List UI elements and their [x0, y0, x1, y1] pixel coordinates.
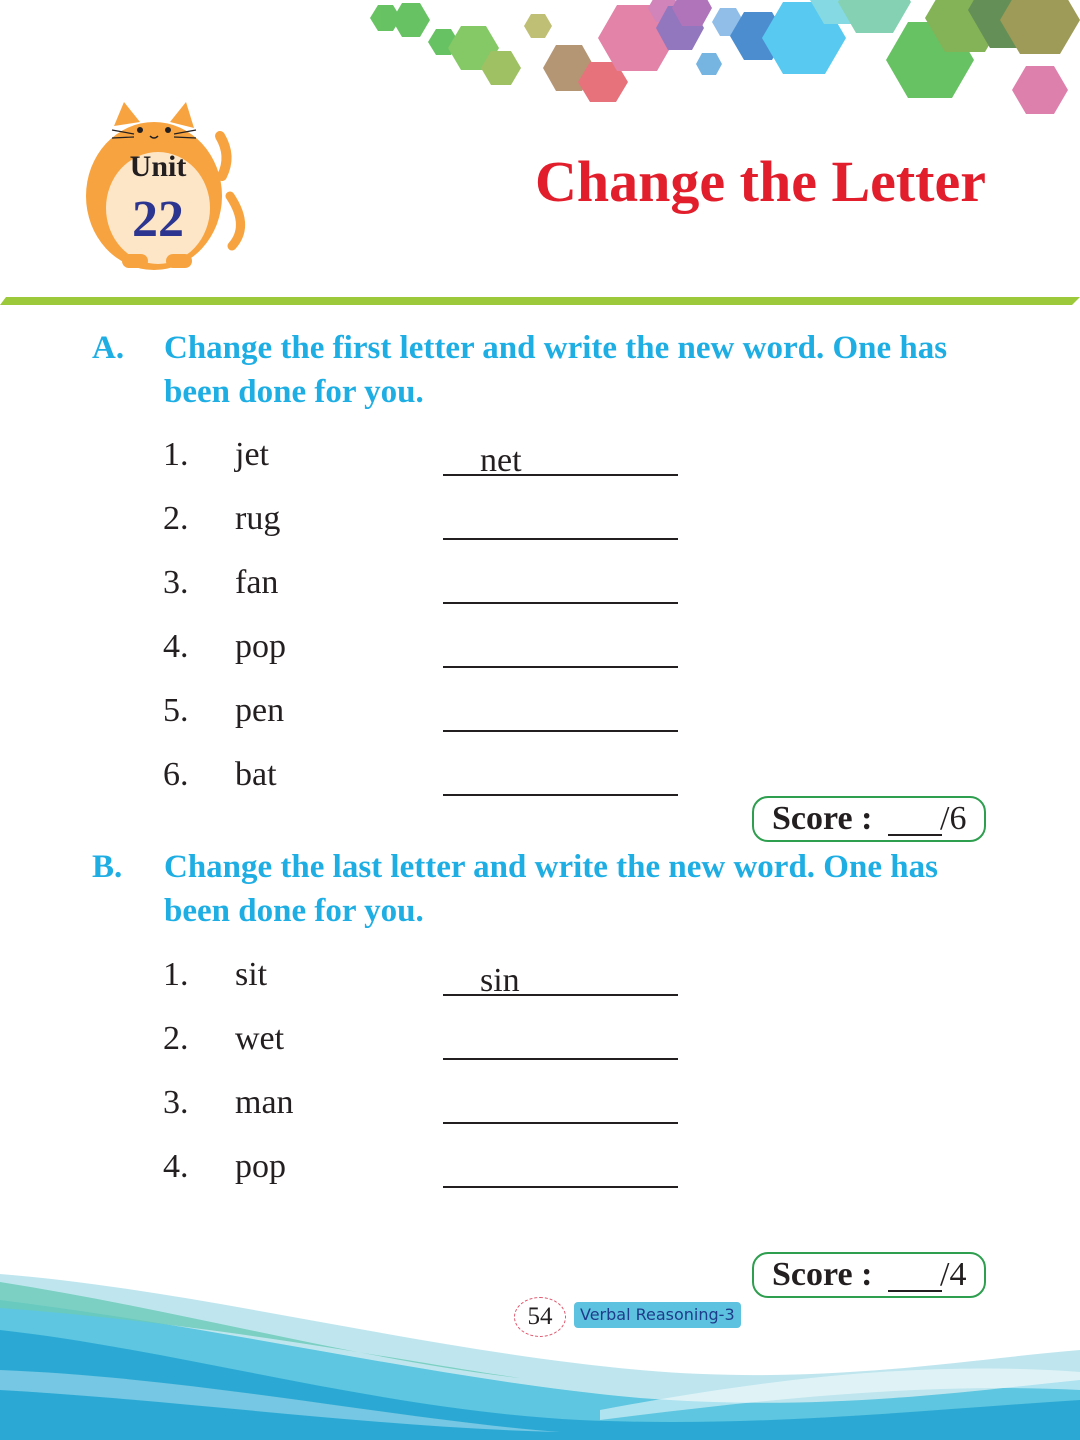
item-word: jet: [235, 436, 269, 473]
unit-number: 22: [132, 191, 184, 248]
item-word: rug: [235, 500, 281, 537]
score-blank[interactable]: [888, 1290, 942, 1292]
item-number: 1.: [163, 436, 189, 473]
answer-blank[interactable]: [443, 794, 678, 796]
item-word: sit: [235, 956, 268, 993]
list-item: [0, 692, 1080, 742]
item-number: 4.: [163, 1148, 189, 1185]
item-number: 4.: [163, 628, 189, 665]
book-name: Verbal Reasoning-3: [574, 1302, 741, 1328]
answer-blank[interactable]: [443, 1058, 678, 1060]
item-word: pop: [235, 628, 286, 665]
answer-blank[interactable]: [443, 538, 678, 540]
answer-blank[interactable]: [443, 1186, 678, 1188]
list-item: [0, 1148, 1080, 1198]
list-item: [0, 436, 1080, 486]
section-a-instruction: Change the first letter and write the new word. One has been done for you.: [164, 330, 948, 410]
answer-text: net: [480, 442, 522, 479]
score-box-a: [752, 796, 986, 842]
answer-blank[interactable]: [443, 1122, 678, 1124]
item-number: 6.: [163, 756, 189, 793]
item-word: bat: [235, 756, 277, 793]
section-b-instruction: Change the last letter and write the new word. One has been done for you.: [164, 849, 938, 929]
list-item: [0, 500, 1080, 550]
score-blank[interactable]: [888, 834, 942, 836]
item-word: pop: [235, 1148, 286, 1185]
item-number: 3.: [163, 1084, 189, 1121]
score-total: /4: [940, 1256, 967, 1293]
item-word: wet: [235, 1020, 285, 1057]
answer-blank[interactable]: [443, 666, 678, 668]
item-word: man: [235, 1084, 294, 1121]
list-item: [0, 628, 1080, 678]
answer-blank[interactable]: [443, 474, 678, 476]
list-item: [0, 1020, 1080, 1070]
section-b-letter: B.: [92, 849, 123, 885]
list-item: [0, 956, 1080, 1006]
page-number: 54: [514, 1297, 566, 1337]
score-box-b: [752, 1252, 986, 1298]
item-word: pen: [235, 692, 285, 729]
list-item: [0, 1084, 1080, 1134]
answer-blank[interactable]: [443, 602, 678, 604]
item-number: 3.: [163, 564, 189, 601]
answer-blank[interactable]: [443, 730, 678, 732]
divider: [0, 297, 1080, 305]
answer-blank[interactable]: [443, 994, 678, 996]
list-item: [0, 564, 1080, 614]
score-label: Score :: [772, 1256, 873, 1293]
answer-text: sin: [480, 962, 520, 999]
item-number: 5.: [163, 692, 189, 729]
unit-label: Unit: [129, 150, 187, 183]
item-word: fan: [235, 564, 279, 601]
score-total: /6: [940, 800, 967, 837]
item-number: 2.: [163, 500, 189, 537]
score-label: Score :: [772, 800, 873, 837]
section-a-letter: A.: [92, 330, 125, 366]
item-number: 2.: [163, 1020, 189, 1057]
item-number: 1.: [163, 956, 189, 993]
page-title: Change the Letter: [534, 149, 986, 214]
